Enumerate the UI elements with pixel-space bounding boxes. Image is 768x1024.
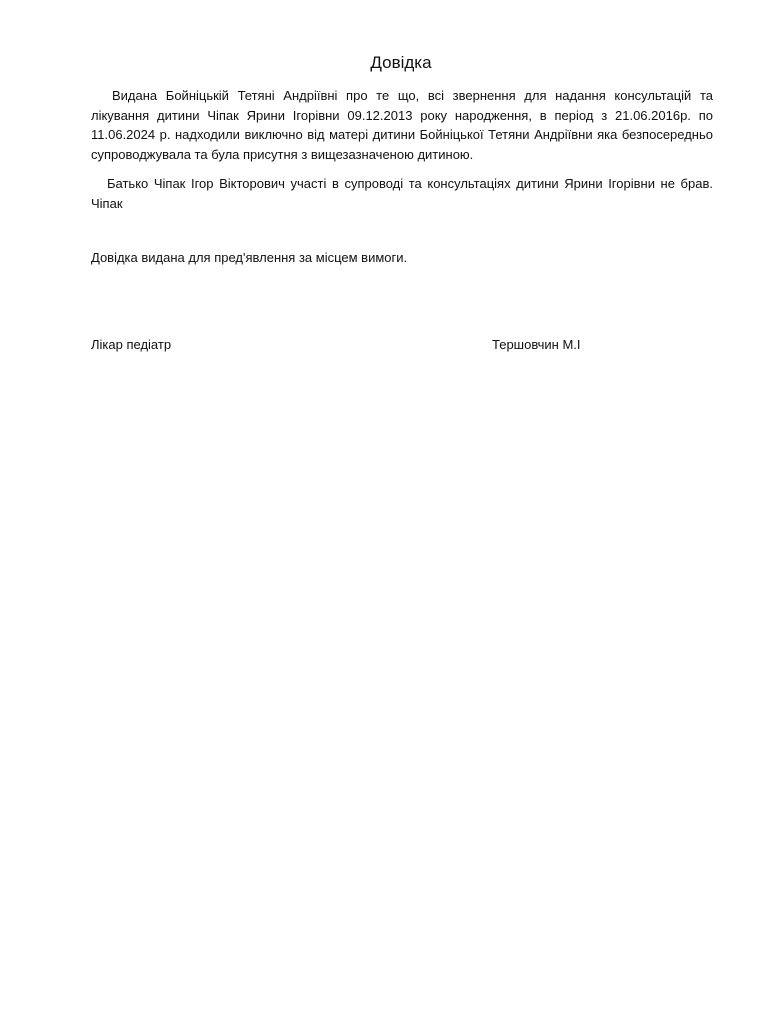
paragraph-purpose: Довідка видана для пред'явлення за місцем вимоги. bbox=[91, 250, 408, 265]
paragraph-father-statement: Батько Чіпак Ігор Вікторович участі в супроводі та консультаціях дитини Ярини Ігорівни не брав. Чіпак bbox=[91, 176, 713, 211]
paragraph-issued-to: Видана Бойніцькій Тетяні Андріївні про те що, всі звернення для надання консультацій та лікування дитини Чіпак Ярини Ігорівни 09.12.2013 року народження, в період з 21.06.2016р. по 11.06.2024 р. надходили виключно від матері дитини Бойніцької Тетяни Андріївни яка безпосередньо супроводжувала та була присутня з вищезазначеною дитиною. bbox=[91, 88, 713, 162]
signature-name: Тершовчин М.І bbox=[492, 337, 581, 352]
document-title: Довідка bbox=[370, 53, 432, 72]
signature-role: Лікар педіатр bbox=[91, 337, 172, 352]
